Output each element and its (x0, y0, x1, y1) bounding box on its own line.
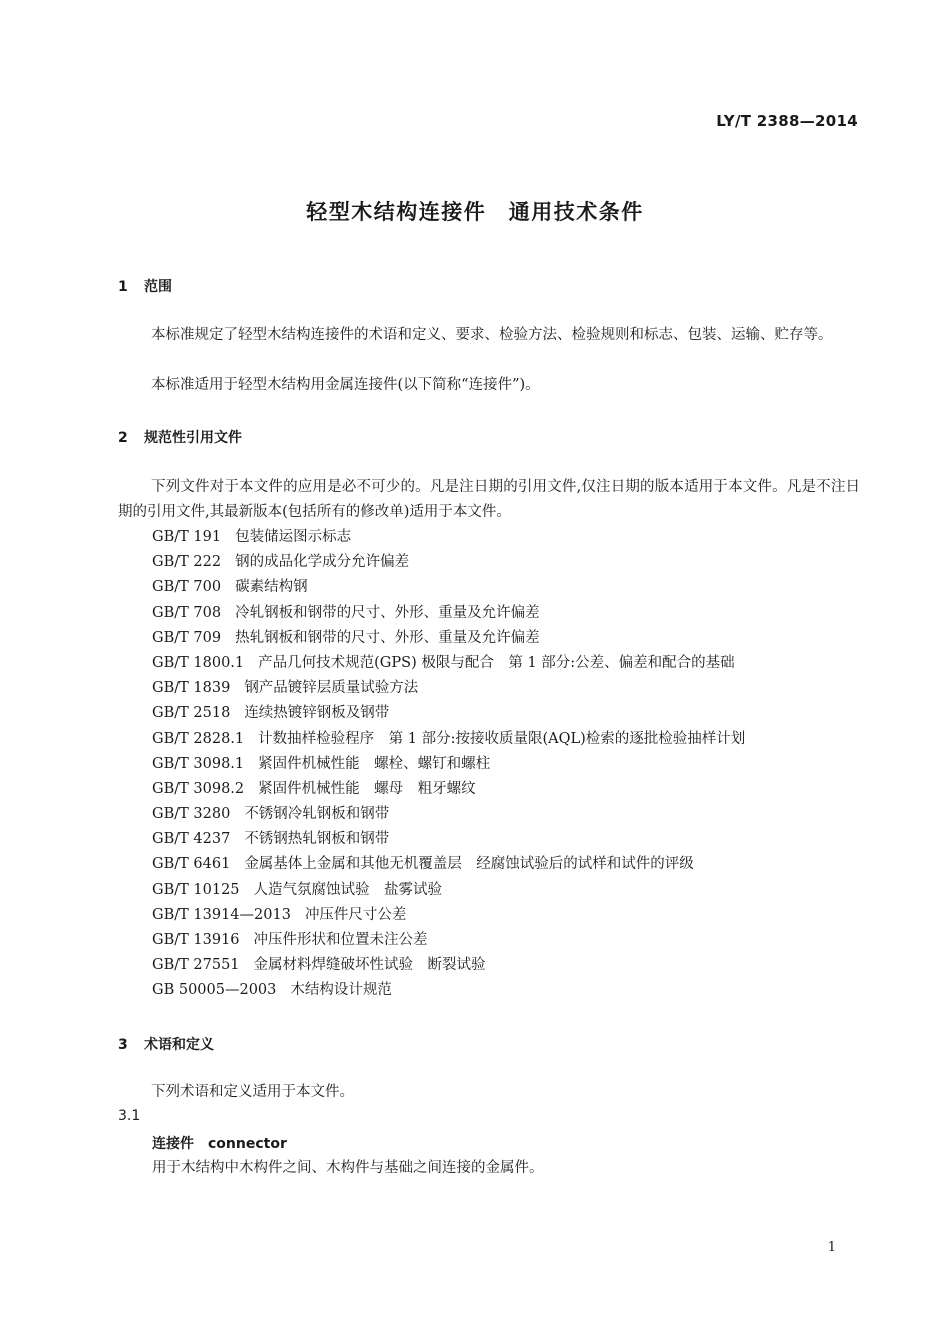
reference-title: 人造气氛腐蚀试验 盐雾试验 (253, 881, 443, 898)
reference-item (152, 601, 745, 626)
reference-code: GB/T 2828.1 (152, 730, 245, 747)
reference-item (152, 575, 745, 600)
reference-code: GB/T 27551 (152, 957, 240, 974)
reference-title: 钢的成品化学成分允许偏差 (235, 554, 410, 571)
section-3-heading (118, 1034, 214, 1054)
reference-item (152, 827, 745, 852)
reference-item (152, 928, 745, 953)
section-number: 2 (118, 430, 128, 446)
reference-code: GB/T 10125 (152, 881, 240, 898)
term-definition: 用于木结构中木构件之间、木构件与基础之间连接的金属件。 (152, 1160, 544, 1176)
scope-paragraph-2: 本标准适用于轻型木结构用金属连接件(以下简称“连接件”)。 (151, 377, 540, 393)
reference-code: GB/T 2518 (152, 705, 231, 722)
reference-code: GB/T 13916 (152, 932, 240, 948)
reference-title: 连续热镀锌钢板及钢带 (244, 705, 390, 722)
reference-item (152, 978, 745, 1003)
reference-code: GB/T 700 (152, 579, 222, 596)
term-name (152, 1133, 287, 1153)
section-number: 1 (118, 279, 128, 295)
reference-code: GB/T 3280 (152, 806, 231, 823)
scope-paragraph-1: 本标准规定了轻型木结构连接件的术语和定义、要求、检验方法、检验规则和标志、包装、运输、贮存等。 (151, 327, 833, 343)
reference-title: 不锈钢热轧钢板和钢带 (244, 831, 390, 848)
reference-item (152, 727, 745, 752)
reference-title: 木结构设计规范 (290, 982, 392, 999)
reference-item (152, 701, 745, 726)
section-title: 范围 (144, 279, 172, 295)
section-title: 规范性引用文件 (144, 430, 242, 446)
reference-code: GB/T 1800.1 (152, 654, 245, 671)
reference-item (152, 953, 745, 978)
page-number: 1 (827, 1240, 836, 1255)
reference-item (152, 550, 745, 575)
reference-item (152, 752, 745, 777)
reference-code: GB/T 3098.2 (152, 780, 245, 797)
term-name-en: connector (208, 1136, 287, 1152)
reference-title: 钢产品镀锌层质量试验方法 (244, 680, 419, 697)
reference-item (152, 852, 745, 877)
document-title: 轻型木结构连接件 通用技术条件 (306, 200, 644, 224)
reference-code: GB/T 709 (152, 629, 222, 646)
reference-title: 冷轧钢板和钢带的尺寸、外形、重量及允许偏差 (235, 604, 540, 621)
reference-item (152, 903, 745, 928)
reference-code: GB/T 1839 (152, 680, 231, 697)
reference-title: 金属材料焊缝破坏性试验 断裂试验 (253, 957, 486, 974)
reference-item (152, 777, 745, 802)
reference-title: 产品几何技术规范(GPS) 极限与配合 第 1 部分:公差、偏差和配合的基础 (258, 654, 735, 671)
terms-intro: 下列术语和定义适用于本文件。 (151, 1084, 354, 1100)
reference-code: GB 50005—2003 (152, 982, 277, 999)
term-number: 3.1 (118, 1108, 141, 1124)
reference-title: 碳素结构钢 (235, 579, 308, 596)
reference-code: GB/T 4237 (152, 831, 231, 848)
section-2-heading (118, 427, 242, 447)
section-number: 3 (118, 1037, 128, 1053)
reference-item (152, 676, 745, 701)
reference-code: GB/T 13914—2013 (152, 906, 291, 923)
reference-item (152, 651, 745, 676)
reference-title: 紧固件机械性能 螺栓、螺钉和螺柱 (258, 755, 491, 772)
reference-item (152, 626, 745, 651)
reference-item (152, 878, 745, 903)
reference-title: 包装储运图示标志 (235, 529, 352, 545)
reference-title: 冲压件尺寸公差 (304, 906, 407, 923)
reference-title: 金属基体上金属和其他无机覆盖层 经腐蚀试验后的试样和试件的评级 (244, 856, 694, 873)
standard-number: LY/T 2388—2014 (716, 112, 858, 130)
reference-title: 热轧钢板和钢带的尺寸、外形、重量及允许偏差 (235, 629, 540, 646)
reference-item (152, 802, 745, 827)
reference-code: GB/T 191 (152, 529, 222, 545)
section-title: 术语和定义 (144, 1037, 214, 1053)
reference-code: GB/T 6461 (152, 856, 231, 873)
reference-code: GB/T 708 (152, 604, 222, 621)
section-1-heading (118, 276, 172, 296)
reference-list (152, 525, 745, 1004)
reference-code: GB/T 3098.1 (152, 755, 245, 772)
reference-title: 不锈钢冷轧钢板和钢带 (244, 806, 390, 823)
reference-title: 计数抽样检验程序 第 1 部分:按接收质量限(AQL)检索的逐批检验抽样计划 (258, 730, 746, 747)
references-intro: 下列文件对于本文件的应用是必不可少的。凡是注日期的引用文件,仅注日期的版本适用于本文件。凡是不注日期的引用文件,其最新版本(包括所有的修改单)适用于本文件。 (118, 479, 860, 520)
reference-code: GB/T 222 (152, 554, 222, 571)
term-name-zh: 连接件 (152, 1136, 194, 1152)
reference-item (152, 525, 745, 550)
reference-title: 紧固件机械性能 螺母 粗牙螺纹 (258, 780, 476, 797)
reference-title: 冲压件形状和位置未注公差 (253, 932, 428, 948)
